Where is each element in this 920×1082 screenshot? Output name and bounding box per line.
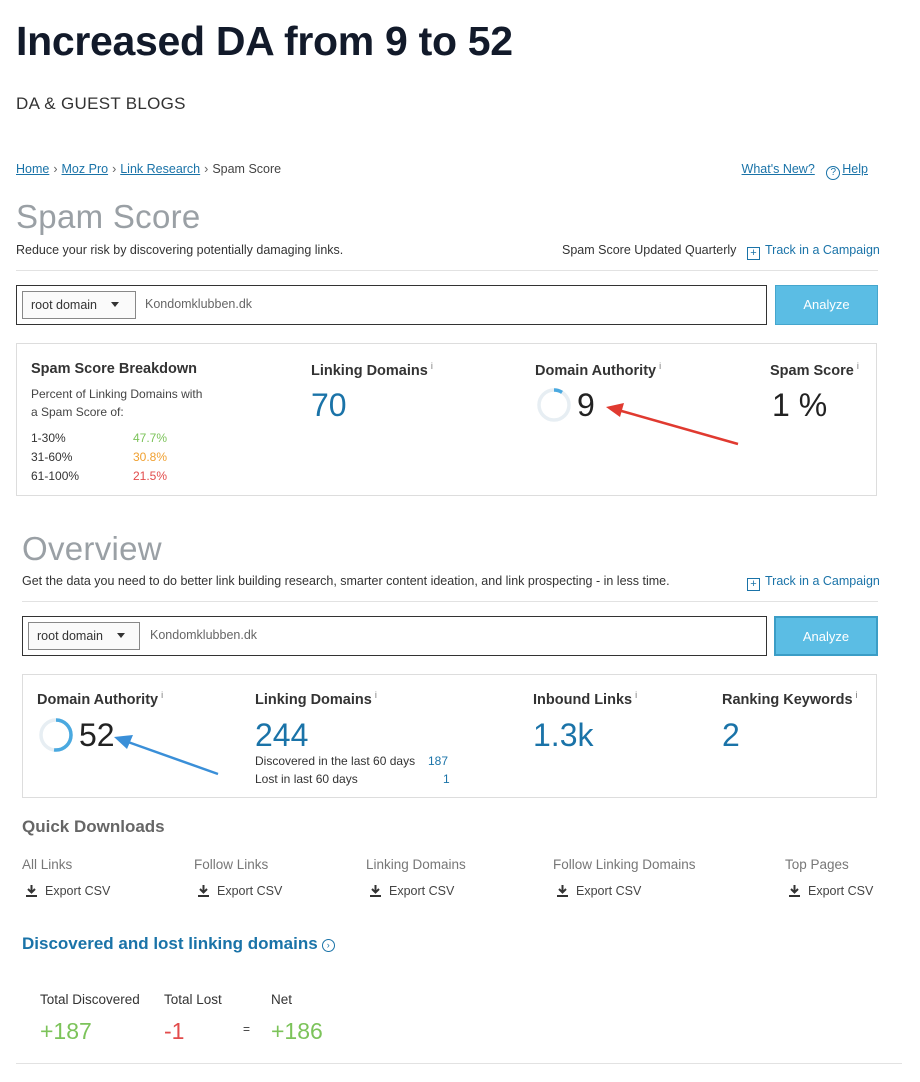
total-lost-value: -1 (164, 1018, 185, 1044)
page-subhead: DA & GUEST BLOGS (16, 94, 186, 113)
discovered-value: 187 (428, 754, 449, 768)
chevron-right-icon: › (112, 162, 117, 176)
info-icon: i (635, 690, 638, 700)
divider (16, 1063, 902, 1064)
inbound-links-label: Inbound Links $^i$ (533, 690, 638, 708)
spam-score-description: Reduce your risk by discovering potentially damaging links. (16, 243, 344, 257)
spam-search-bar (16, 285, 767, 325)
breadcrumb-home[interactable]: Home (16, 162, 50, 176)
ranking-keywords-label: Ranking Keywords $^i$ (722, 690, 858, 708)
download-icon (789, 885, 800, 897)
info-icon: i (161, 690, 164, 700)
total-discovered-value: +187 (40, 1018, 92, 1044)
spam-breakdown-title: Spam Score Breakdown (31, 361, 197, 377)
page-headline: Increased DA from 9 to 52 (16, 18, 513, 64)
da-gauge-icon (37, 716, 75, 754)
download-label-follow-links: Follow Links (194, 857, 269, 872)
inbound-links-value: 1.3k (533, 717, 594, 753)
caret-down-icon (117, 633, 125, 638)
download-icon (370, 885, 381, 897)
export-csv-follow-linking-domains[interactable]: Export CSV (557, 884, 641, 898)
overview-domain-authority-label: Domain Authority $^i$ (37, 690, 164, 708)
equals-sign: = (243, 1022, 251, 1036)
info-icon: i (855, 690, 858, 700)
spam-score-label: Spam Score $^i$ (770, 361, 859, 379)
overview-title: Overview (22, 530, 162, 567)
chevron-circle-icon: › (322, 939, 335, 952)
export-csv-follow-links[interactable]: Export CSV (198, 884, 282, 898)
discovered-lost-title[interactable]: Discovered and lost linking domains › (22, 934, 335, 954)
download-label-follow-linking-domains: Follow Linking Domains (553, 857, 696, 872)
lost-value: 1 (443, 772, 450, 786)
help-links (742, 162, 868, 180)
download-icon (26, 885, 37, 897)
track-campaign-link-1[interactable]: + Track in a Campaign (747, 243, 880, 260)
overview-domain-authority-value: 52 (79, 717, 115, 753)
help-link[interactable]: Help (842, 162, 868, 176)
download-label-linking-domains: Linking Domains (366, 857, 466, 872)
linking-domains-value: 70 (311, 387, 347, 423)
domain-authority-value: 9 (577, 387, 595, 423)
spam-score-updated-note: Spam Score Updated Quarterly (562, 243, 737, 257)
overview-domain-type-dropdown[interactable]: root domain (28, 622, 140, 650)
plus-icon: + (747, 578, 760, 591)
info-icon: i (659, 361, 662, 371)
spam-breakdown-subtitle: Percent of Linking Domains with a Spam Score of: (31, 387, 203, 419)
linking-domains-label: Linking Domains $^i$ (311, 361, 433, 379)
download-icon (557, 885, 568, 897)
chevron-right-icon: › (53, 162, 58, 176)
da-gauge-icon (535, 386, 573, 424)
info-icon: i (374, 690, 377, 700)
breakdown-value: 47.7% (133, 431, 168, 445)
download-label-top-pages: Top Pages (785, 857, 849, 872)
domain-authority-label: Domain Authority $^i$ (535, 361, 662, 379)
overview-linking-domains-label: Linking Domains $^i$ (255, 690, 377, 708)
total-lost-label: Total Lost (164, 992, 222, 1007)
blue-arrow-annotation (108, 728, 228, 780)
whats-new-link[interactable]: What's New? (741, 162, 815, 176)
divider (22, 601, 878, 602)
overview-search-bar (22, 616, 767, 656)
breadcrumb-current: Spam Score (212, 162, 282, 176)
breakdown-row: 1-30% (31, 431, 66, 445)
breakdown-row: 61-100% (31, 469, 80, 483)
question-icon: ? (826, 166, 840, 180)
breakdown-value: 30.8% (133, 450, 168, 464)
spam-domain-type-dropdown[interactable]: root domain (22, 291, 136, 319)
overview-description: Get the data you need to do better link building research, smarter content ideation, and link prospecting - in less time. (22, 574, 670, 588)
net-value: +186 (271, 1018, 323, 1044)
spam-score-title: Spam Score (16, 198, 201, 235)
export-csv-top-pages[interactable]: Export CSV (789, 884, 873, 898)
lost-label: Lost in last 60 days (255, 772, 358, 786)
export-csv-linking-domains[interactable]: Export CSV (370, 884, 454, 898)
ranking-keywords-value: 2 (722, 717, 740, 753)
info-icon: i (856, 361, 859, 371)
breakdown-row: 31-60% (31, 450, 73, 464)
breadcrumb (16, 162, 281, 176)
divider (16, 270, 878, 271)
breakdown-value: 21.5% (133, 469, 168, 483)
plus-icon: + (747, 247, 760, 260)
spam-analyze-button[interactable]: Analyze (775, 285, 878, 325)
discovered-label: Discovered in the last 60 days (255, 754, 416, 768)
download-label-all-links: All Links (22, 857, 73, 872)
red-arrow-annotation (600, 398, 750, 450)
chevron-right-icon: › (204, 162, 209, 176)
download-icon (198, 885, 209, 897)
overview-linking-domains-value: 244 (255, 717, 309, 753)
track-campaign-link-2[interactable]: + Track in a Campaign (747, 574, 880, 591)
breadcrumb-moz-pro[interactable]: Moz Pro (61, 162, 109, 176)
spam-score-value: 1 % (772, 387, 828, 423)
overview-domain-input[interactable]: Kondomklubben.dk (150, 628, 258, 642)
info-icon: i (430, 361, 433, 371)
spam-domain-input[interactable]: Kondomklubben.dk (145, 297, 253, 311)
caret-down-icon (111, 302, 119, 307)
quick-downloads-title: Quick Downloads (22, 817, 165, 836)
total-discovered-label: Total Discovered (40, 992, 140, 1007)
overview-analyze-button[interactable]: Analyze (774, 616, 878, 656)
export-csv-all-links[interactable]: Export CSV (26, 884, 110, 898)
breadcrumb-link-research[interactable]: Link Research (120, 162, 201, 176)
net-label: Net (271, 992, 293, 1007)
